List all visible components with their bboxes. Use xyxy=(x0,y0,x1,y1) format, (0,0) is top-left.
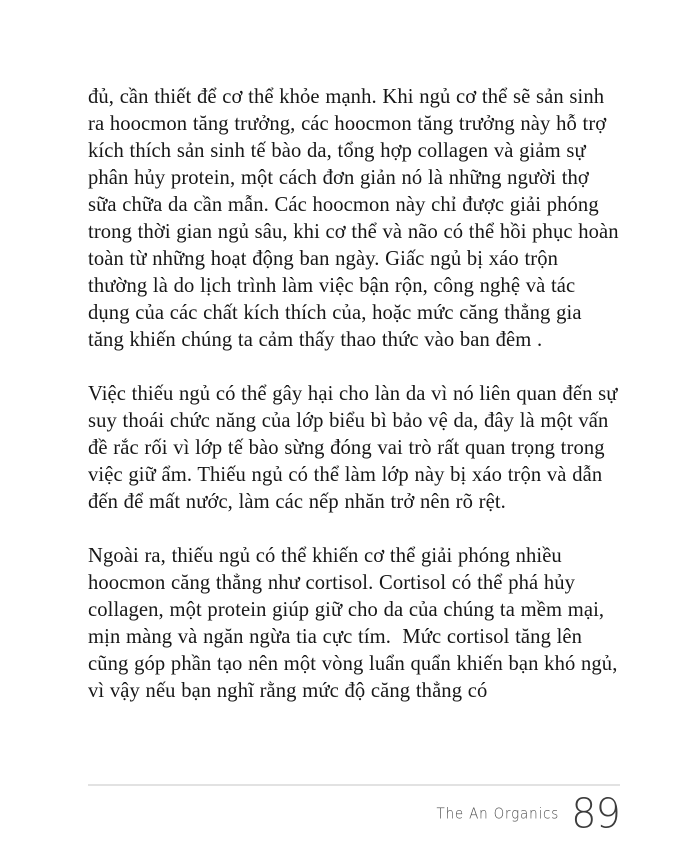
paragraph-1: đủ, cần thiết để cơ thể khỏe mạnh. Khi ngủ cơ thể sẽ sản sinh ra hoocmon tăng trưởng, các hoocmon tăng trưởng này hỗ trợ kích thích sản sinh tế bào da, tổng hợp collagen và giảm sự phân hủy protein, một cách đơn giản nó là những người thợ sữa chữa da cần mẫn. Các hoocmon này chỉ được giải phóng trong thời gian ngủ sâu, khi cơ thể và não có thể hồi phục hoàn toàn từ những hoạt động ban ngày. Giấc ngủ bị xáo trộn thường là do lịch trình làm việc bận rộn, công nghệ và tác dụng của các chất kích thích của, hoặc mức căng thẳng gia tăng khiến chúng ta cảm thấy thao thức vào ban đêm . xyxy=(88,86,625,351)
page-footer xyxy=(88,786,620,842)
body-text-block xyxy=(88,84,625,705)
page-number: 89 xyxy=(571,790,620,838)
paragraph-3: Ngoài ra, thiếu ngủ có thể khiến cơ thể giải phóng nhiều hoocmon căng thẳng như cortisol. Cortisol có thể phá hủy collagen, một protein giúp giữ cho da của chúng ta mềm mại, mịn màng và ngăn ngừa tia cực tím. Mức cortisol tăng lên cũng góp phần tạo nên một vòng luẩn quẩn khiến bạn khó ngủ, vì vậy nếu bạn nghĩ rằng mức độ căng thẳng có xyxy=(88,545,624,702)
footer-brand-name: The An Organics xyxy=(436,805,560,823)
paragraph-2: Việc thiếu ngủ có thể gây hại cho làn da vì nó liên quan đến sự suy thoái chức năng của lớp biểu bì bảo vệ da, đây là một vấn đề rắc rối vì lớp tế bào sừng đóng vai trò rất quan trọng trong việc giữ ẩm. Thiếu ngủ có thể làm lớp này bị xáo trộn và dẫn đến để mất nước, làm các nếp nhăn trở nên rõ rệt. xyxy=(88,383,624,513)
